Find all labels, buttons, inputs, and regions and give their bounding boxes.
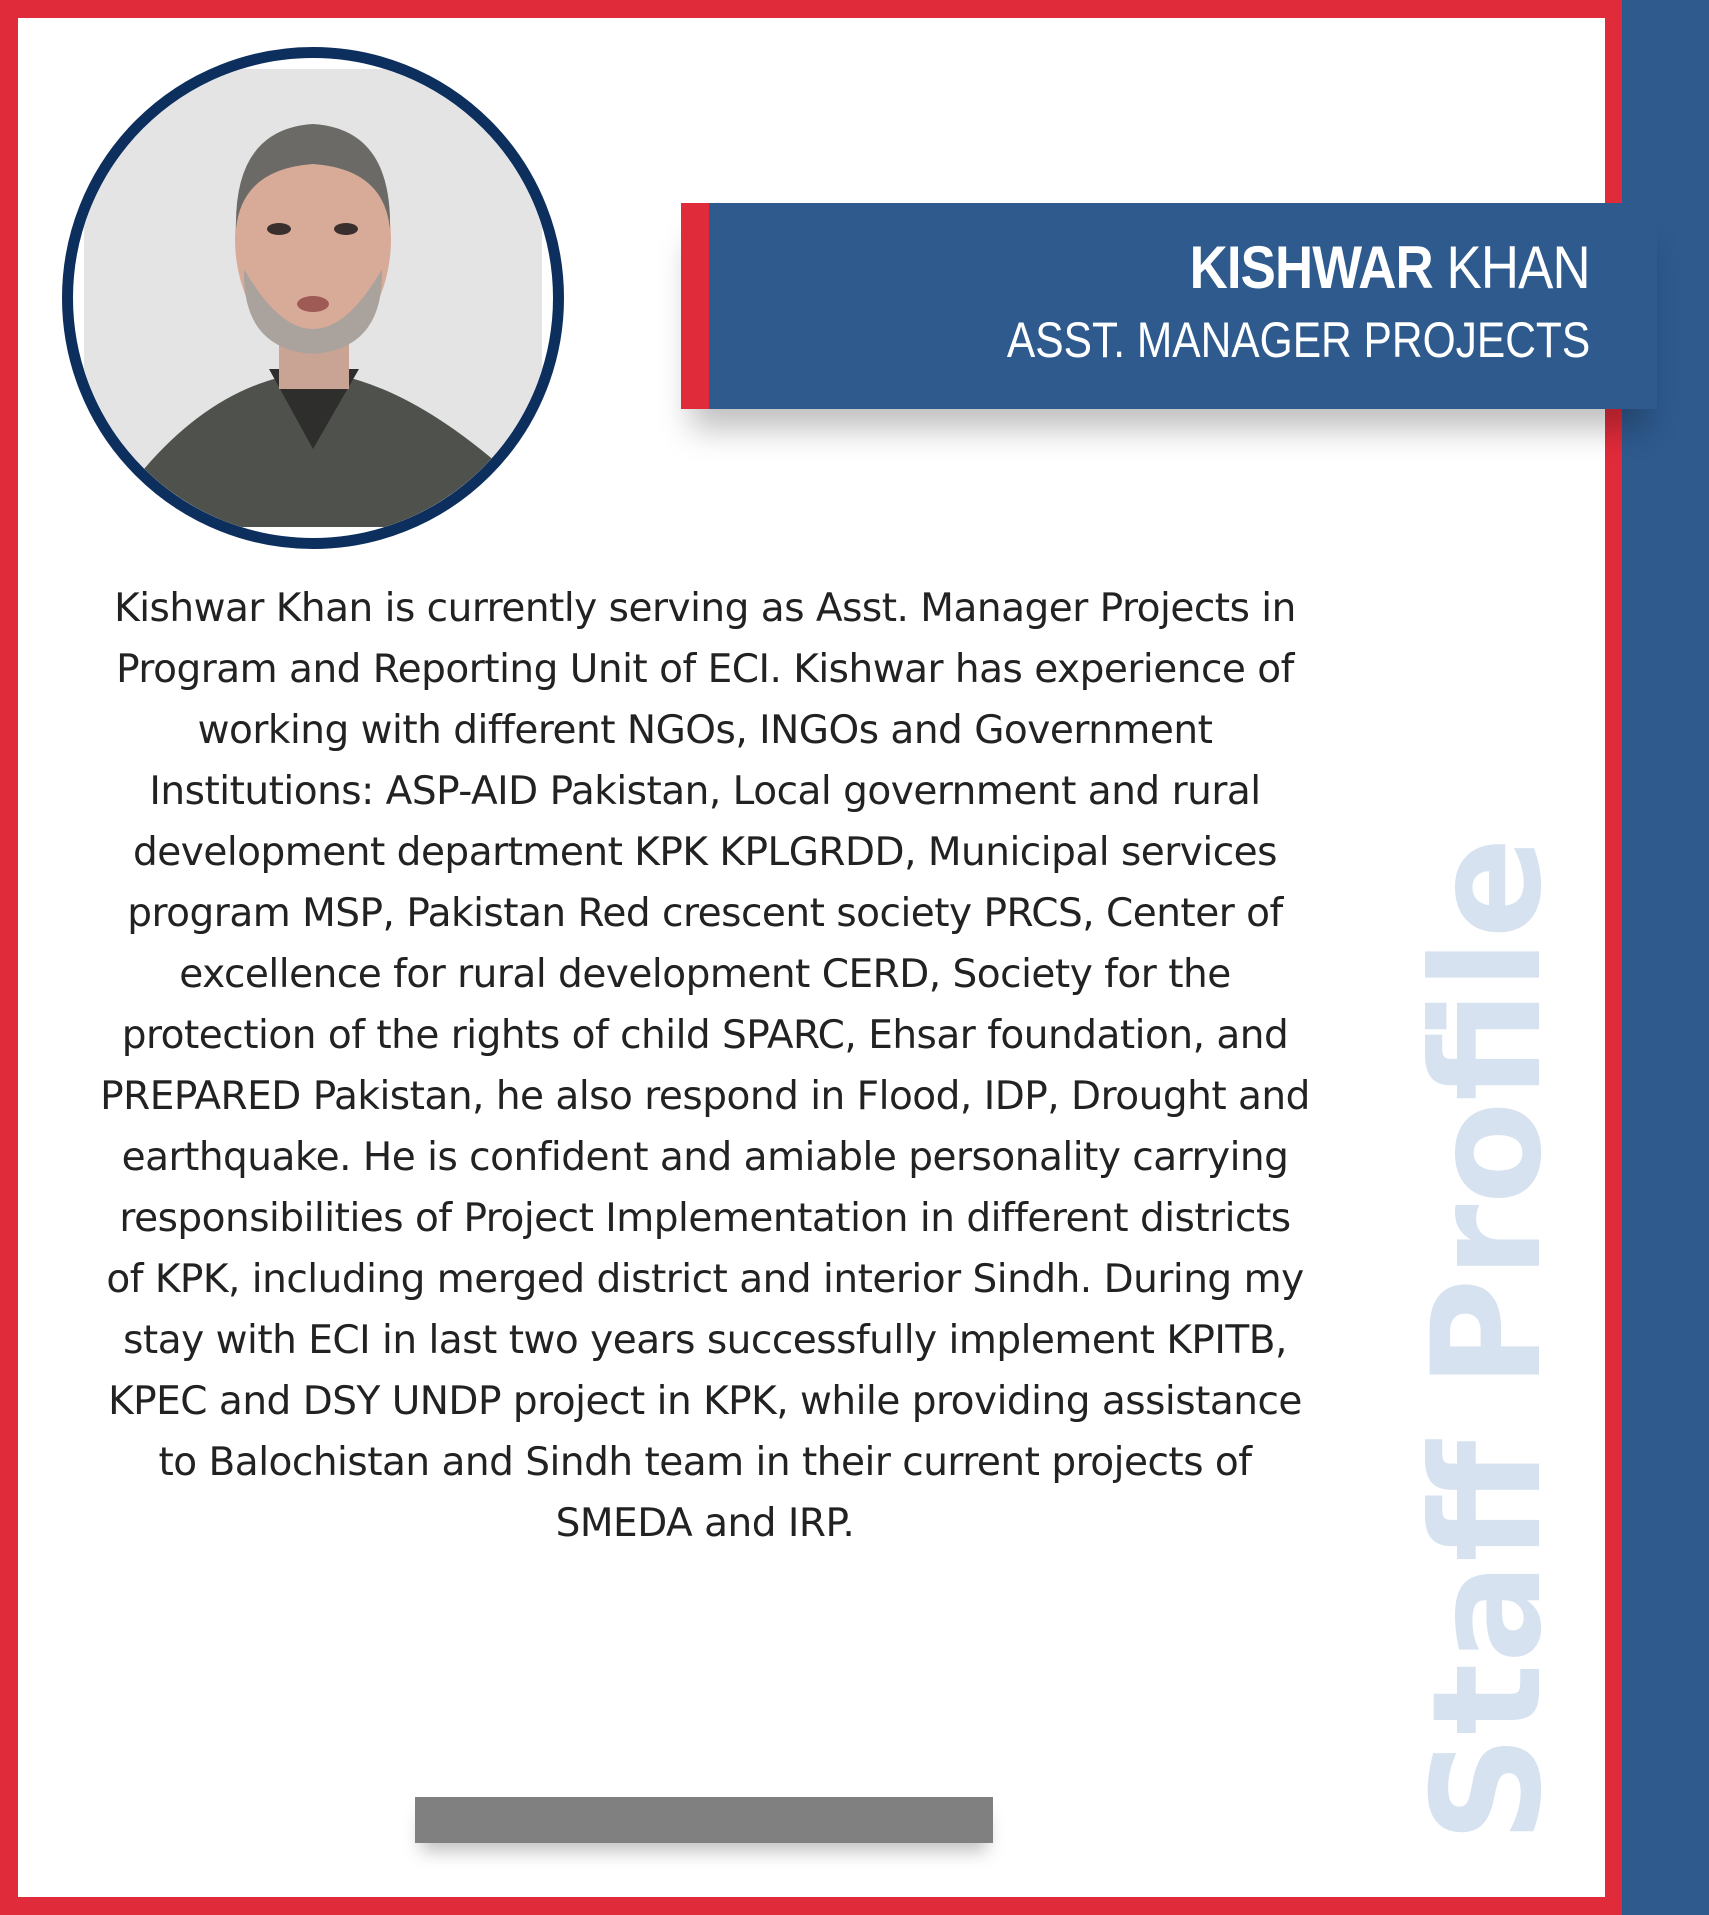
bio-line: protection of the rights of child SPARC, Ehsar foundation, and: [121, 1013, 1289, 1058]
person-photo-icon: [84, 69, 542, 527]
bio-line: excellence for rural development CERD, Society for the: [179, 952, 1231, 997]
bio-line: development department KPK KPLGRDD, Municipal services: [133, 830, 1277, 875]
decorative-gray-bar: [415, 1797, 993, 1843]
bio-line: Kishwar Khan is currently serving as Asst. Manager Projects in: [114, 586, 1296, 631]
bio-line: of KPK, including merged district and interior Sindh. During my: [106, 1257, 1304, 1302]
last-name: KHAN: [1446, 234, 1590, 301]
name-banner: [681, 203, 1657, 409]
bio-line: earthquake. He is confident and amiable personality carrying: [121, 1135, 1289, 1180]
banner-accent-strip: [681, 203, 709, 409]
bio-line: SMEDA and IRP.: [555, 1501, 855, 1546]
bio-line: Program and Reporting Unit of ECI. Kishwar has experience of: [116, 647, 1294, 692]
staff-profile-watermark: Staff Profile: [1401, 837, 1575, 1843]
profile-photo: [62, 47, 564, 549]
bio-line: working with different NGOs, INGOs and Government: [197, 708, 1213, 753]
staff-name: [1190, 233, 1590, 302]
staff-role: ASST. MANAGER PROJECTS: [1006, 312, 1590, 368]
bio-line: PREPARED Pakistan, he also respond in Flood, IDP, Drought and: [100, 1074, 1310, 1119]
bio-line: program MSP, Pakistan Red crescent society PRCS, Center of: [127, 891, 1283, 936]
bio-text: [60, 578, 1350, 1554]
bio-line: Institutions: ASP-AID Pakistan, Local government and rural: [149, 769, 1261, 814]
first-name: KISHWAR: [1189, 234, 1434, 301]
bio-line: stay with ECI in last two years successfully implement KPITB,: [123, 1318, 1287, 1363]
bio-line: to Balochistan and Sindh team in their current projects of: [158, 1440, 1252, 1485]
bio-line: KPEC and DSY UNDP project in KPK, while providing assistance: [108, 1379, 1302, 1424]
bio-line: responsibilities of Project Implementation in different districts: [119, 1196, 1291, 1241]
